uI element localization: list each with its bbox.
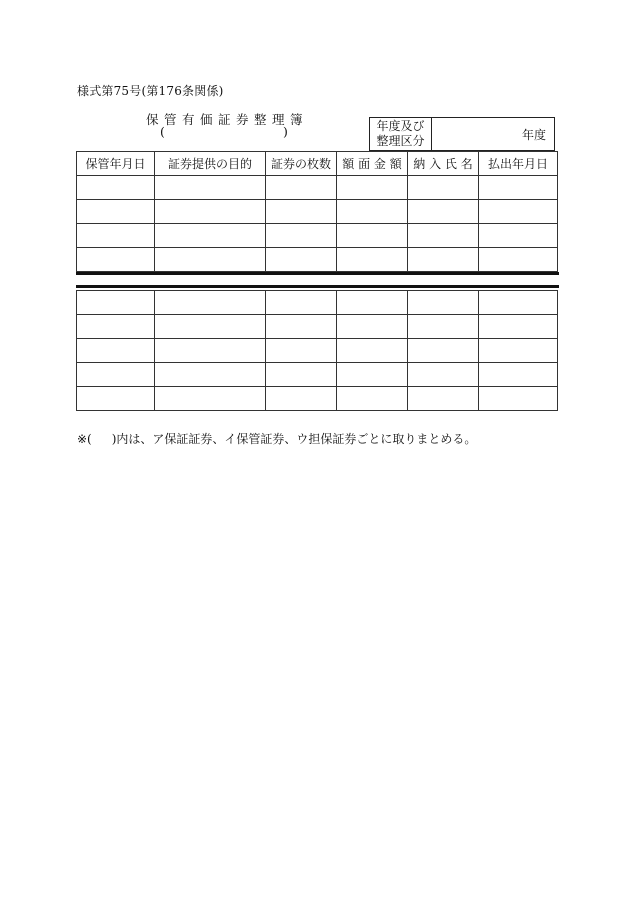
table-cell[interactable] bbox=[266, 200, 337, 224]
table-cell[interactable] bbox=[479, 200, 558, 224]
fiscal-year-label-line1: 年度及び bbox=[376, 119, 425, 133]
table-row bbox=[77, 176, 558, 200]
table-cell[interactable] bbox=[337, 315, 408, 339]
table-cell[interactable] bbox=[155, 200, 266, 224]
section-break-line-top bbox=[76, 272, 559, 275]
table-cell[interactable] bbox=[77, 315, 155, 339]
table-cell[interactable] bbox=[155, 176, 266, 200]
table-cell[interactable] bbox=[155, 248, 266, 272]
fiscal-year-field[interactable] bbox=[432, 118, 554, 150]
table-cell[interactable] bbox=[479, 176, 558, 200]
footnote-text: )内は、ア保証証券、イ保管証券、ウ担保証券ごとに取りまとめる。 bbox=[111, 432, 477, 446]
table-cell[interactable] bbox=[155, 363, 266, 387]
table-cell[interactable] bbox=[266, 387, 337, 411]
table-cell[interactable] bbox=[266, 224, 337, 248]
table-cell[interactable] bbox=[479, 248, 558, 272]
header-payer-name: 納 入 氏 名 bbox=[408, 152, 479, 176]
table-cell[interactable] bbox=[337, 248, 408, 272]
table-cell[interactable] bbox=[408, 248, 479, 272]
header-count: 証券の枚数 bbox=[266, 152, 337, 176]
table-cell[interactable] bbox=[266, 291, 337, 315]
table-cell[interactable] bbox=[155, 224, 266, 248]
table-cell[interactable] bbox=[479, 224, 558, 248]
table-cell[interactable] bbox=[266, 248, 337, 272]
table-cell[interactable] bbox=[155, 291, 266, 315]
table-row bbox=[77, 248, 558, 272]
table-cell[interactable] bbox=[337, 291, 408, 315]
fiscal-year-label-line2: 整理区分 bbox=[376, 134, 425, 148]
fiscal-year-box bbox=[369, 117, 555, 151]
fiscal-year-suffix: 年度 bbox=[521, 127, 546, 142]
table-row bbox=[77, 339, 558, 363]
section-break-line-bottom bbox=[76, 285, 559, 288]
table-cell[interactable] bbox=[77, 200, 155, 224]
table-cell[interactable] bbox=[479, 315, 558, 339]
table-cell[interactable] bbox=[266, 315, 337, 339]
table-row bbox=[77, 363, 558, 387]
title-paren-close: ) bbox=[283, 124, 288, 139]
table-cell[interactable] bbox=[408, 315, 479, 339]
ledger-title: 保管有価証券整理簿 bbox=[146, 112, 309, 127]
table-cell[interactable] bbox=[479, 363, 558, 387]
table-cell[interactable] bbox=[337, 176, 408, 200]
table-row bbox=[77, 224, 558, 248]
table-cell[interactable] bbox=[155, 339, 266, 363]
table-cell[interactable] bbox=[408, 224, 479, 248]
table-cell[interactable] bbox=[337, 363, 408, 387]
table-row bbox=[77, 315, 558, 339]
table-cell[interactable] bbox=[77, 363, 155, 387]
footnote bbox=[77, 430, 476, 447]
table-cell[interactable] bbox=[408, 363, 479, 387]
header-purpose: 証券提供の目的 bbox=[155, 152, 266, 176]
table-cell[interactable] bbox=[479, 387, 558, 411]
table-cell[interactable] bbox=[77, 339, 155, 363]
table-cell[interactable] bbox=[77, 387, 155, 411]
table-cell[interactable] bbox=[408, 291, 479, 315]
table-cell[interactable] bbox=[337, 387, 408, 411]
ledger-table-top bbox=[76, 151, 558, 272]
header-storage-date: 保管年月日 bbox=[77, 152, 155, 176]
table-row bbox=[77, 387, 558, 411]
title-paren-open: ( bbox=[160, 124, 165, 139]
table-cell[interactable] bbox=[408, 387, 479, 411]
ledger-table-bottom bbox=[76, 290, 558, 411]
table-cell[interactable] bbox=[77, 291, 155, 315]
table-cell[interactable] bbox=[155, 387, 266, 411]
form-number: 様式第75号(第176条関係) bbox=[77, 84, 224, 98]
table-header-row bbox=[77, 152, 558, 176]
footnote-prefix: ※( bbox=[77, 432, 92, 446]
table-cell[interactable] bbox=[408, 200, 479, 224]
table-row bbox=[77, 291, 558, 315]
table-cell[interactable] bbox=[77, 248, 155, 272]
table-cell[interactable] bbox=[479, 291, 558, 315]
table-cell[interactable] bbox=[337, 200, 408, 224]
header-release-date: 払出年月日 bbox=[479, 152, 558, 176]
table-cell[interactable] bbox=[77, 224, 155, 248]
table-row bbox=[77, 200, 558, 224]
table-cell[interactable] bbox=[77, 176, 155, 200]
table-cell[interactable] bbox=[479, 339, 558, 363]
table-cell[interactable] bbox=[408, 176, 479, 200]
table-cell[interactable] bbox=[266, 339, 337, 363]
table-cell[interactable] bbox=[266, 363, 337, 387]
table-cell[interactable] bbox=[155, 315, 266, 339]
table-cell[interactable] bbox=[337, 339, 408, 363]
fiscal-year-label bbox=[370, 118, 432, 150]
header-face-value: 額 面 金 額 bbox=[337, 152, 408, 176]
table-cell[interactable] bbox=[337, 224, 408, 248]
table-cell[interactable] bbox=[408, 339, 479, 363]
table-cell[interactable] bbox=[266, 176, 337, 200]
